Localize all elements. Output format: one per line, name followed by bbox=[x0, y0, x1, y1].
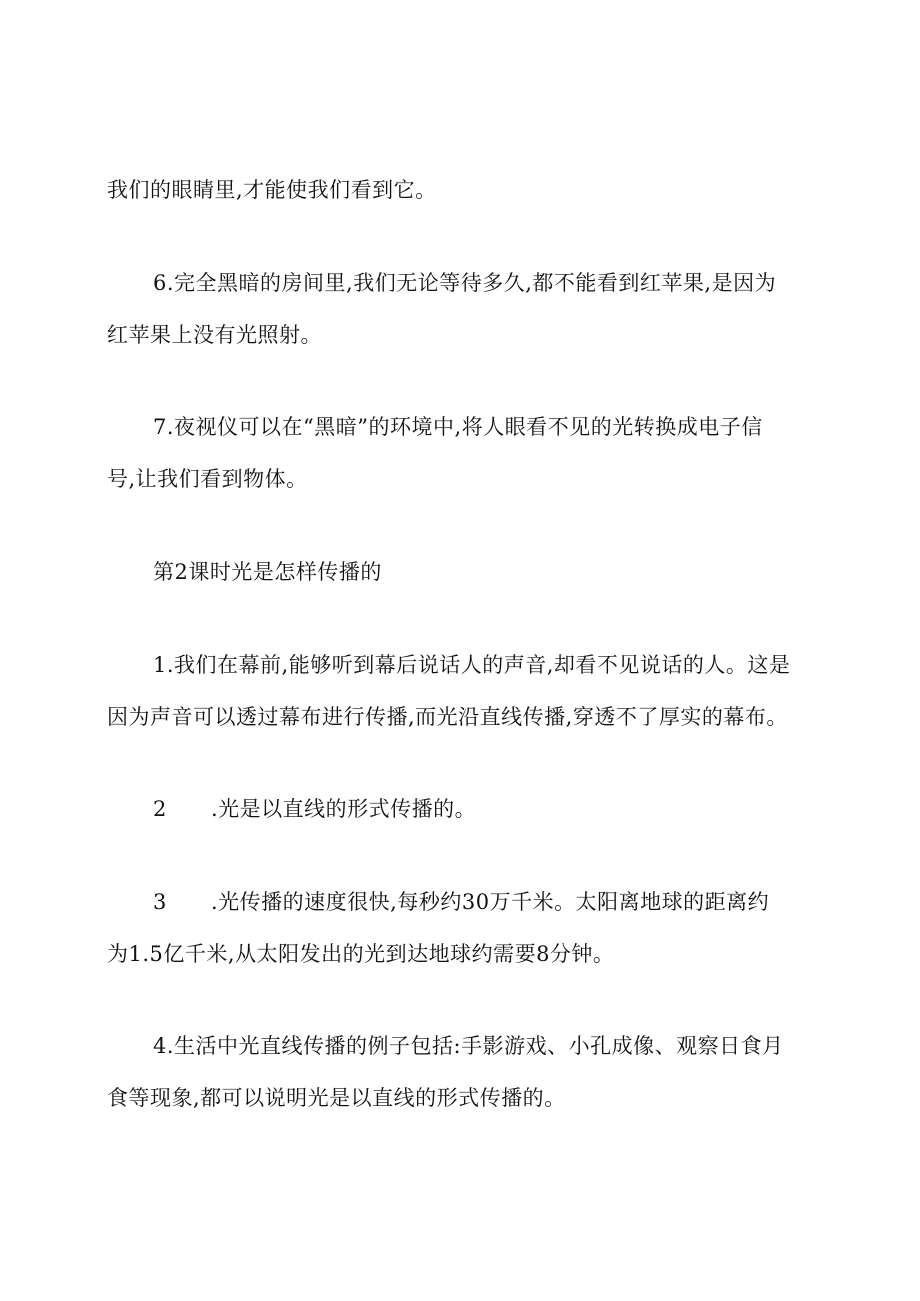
text: 号,让我们看到物体。 bbox=[107, 467, 308, 491]
text: 食等现象,都可以说明光是以直线的形式传播的。 bbox=[107, 1086, 566, 1110]
item-6-line-1 bbox=[153, 268, 776, 298]
item-number: 4 bbox=[153, 1034, 167, 1058]
text: .完全黑暗的房间里,我们无论等待多久,都不能看到红苹果,是因为 bbox=[166, 271, 777, 295]
text: 我们的眼睛里,才能使我们看到它。 bbox=[107, 178, 437, 202]
item-number: 2 bbox=[153, 797, 167, 821]
section-heading bbox=[153, 557, 382, 587]
text: .光是以直线的形式传播的。 bbox=[211, 797, 477, 821]
item-7-line-2 bbox=[107, 464, 308, 494]
item-number: 3 bbox=[153, 890, 167, 914]
text: .光传播的速度很快,每秒约30万千米。太阳离地球的距离约 bbox=[211, 890, 770, 914]
item-1-line-1 bbox=[153, 650, 790, 680]
item-4-line-1 bbox=[153, 1031, 784, 1061]
paragraph-line bbox=[107, 175, 437, 205]
item-3-line-1 bbox=[153, 887, 769, 917]
item-3-line-2 bbox=[107, 939, 614, 969]
heading-text: 第2课时光是怎样传播的 bbox=[153, 560, 382, 584]
item-6-line-2 bbox=[107, 320, 322, 350]
text: 因为声音可以透过幕布进行传播,而光沿直线传播,穿透不了厚实的幕布。 bbox=[107, 705, 788, 729]
text: .生活中光直线传播的例子包括:手影游戏、小孔成像、观察日食月 bbox=[166, 1034, 784, 1058]
item-number: 7 bbox=[153, 415, 167, 439]
item-1-line-2 bbox=[107, 702, 788, 732]
text: .我们在幕前,能够听到幕后说话人的声音,却看不见说话的人。这是 bbox=[166, 653, 791, 677]
item-number: 6 bbox=[153, 271, 167, 295]
item-number: 1 bbox=[153, 653, 167, 677]
text: .夜视仪可以在“黑暗”的环境中,将人眼看不见的光转换成电子信 bbox=[166, 415, 763, 439]
text: 红苹果上没有光照射。 bbox=[107, 323, 322, 347]
item-7-line-1 bbox=[153, 412, 763, 442]
item-2-line-1 bbox=[153, 794, 476, 824]
item-4-line-2 bbox=[107, 1083, 566, 1113]
text: 为1.5亿千米,从太阳发出的光到达地球约需要8分钟。 bbox=[107, 942, 615, 966]
